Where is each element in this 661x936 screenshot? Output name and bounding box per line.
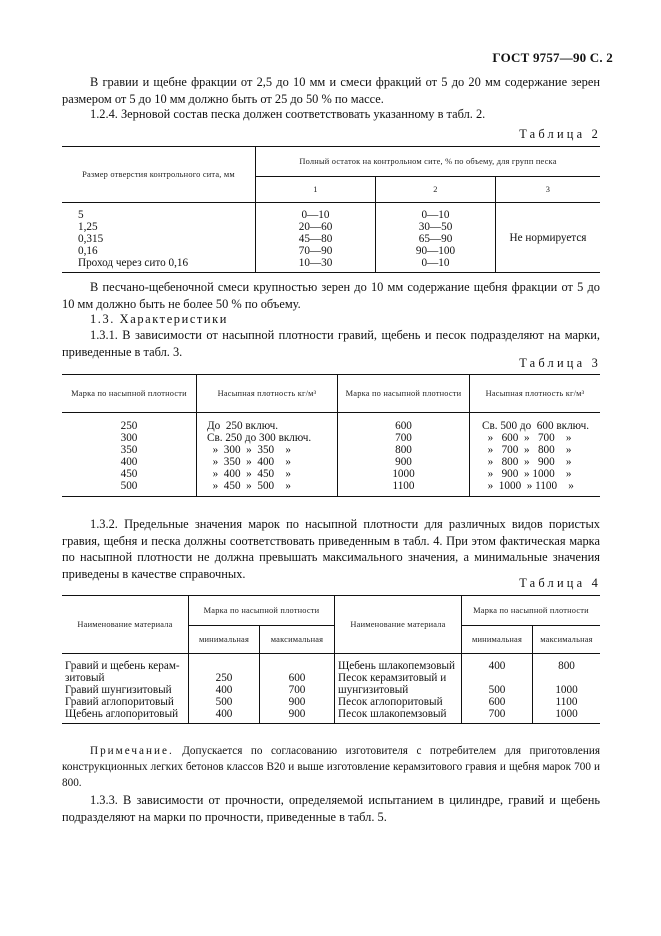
table-3-header-mark-1: Марка по насыпной плотности	[62, 375, 197, 413]
table-4-header-max-2: максимальная	[533, 626, 601, 654]
table-2-header-size: Размер отверстия контрольного сита, мм	[62, 147, 256, 203]
paragraph-1-3-2: 1.3.2. Предельные значения марок по насыпной плотности для различных видов пористых гравия, щебня и песка должны соответствовать приведенным в табл. 4. При этом фактическая марка по насыпной плотности не должна превышать максимального значения, а минимальные значения приведены в качестве справочных.	[62, 517, 600, 581]
table-4-max-2: 800 1000 1100 1000	[533, 654, 601, 724]
table-4-caption: Таблица 4	[519, 576, 601, 590]
table-4-materials-1: Гравий и щебень керам- зитовый Гравий шунгизитовый Гравий аглопоритовый Щебень аглопоритовый	[62, 654, 189, 724]
table-2-group-1-values: 0—10 20—60 45—80 70—90 10—30	[256, 203, 376, 273]
table-2-header-group: Полный остаток на контрольном сите, % по объему, для групп песка	[256, 147, 601, 177]
table-2-caption: Таблица 2	[519, 127, 601, 141]
table-3	[62, 374, 600, 497]
table-4-header-min-1: минимальная	[189, 626, 260, 654]
paragraph-sand-gravel-mix: В песчано-щебеночной смеси крупностью зерен до 10 мм содержание щебня фракции от 5 до 10 мм должно быть не более 50 % по объему.	[62, 280, 600, 311]
table-4-min-2: 400 500 600 700	[462, 654, 533, 724]
table-4-note	[62, 743, 600, 791]
table-4-header-mark-1: Марка по насыпной плотности	[189, 596, 335, 626]
table-4-header-max-1: максимальная	[260, 626, 335, 654]
note-text: Допускается по согласованию изготовителя с потребителем для приготовления конструкционных легких бетонов классов В20 и выше изготовление керамзитового гравия и щебня марок 700 и 800.	[62, 745, 600, 789]
table-3-marks-2: 600 700 800 900 1000 1100	[338, 413, 470, 497]
paragraph-gravel-fractions: В гравии и щебне фракции от 2,5 до 10 мм и смеси фракций от 5 до 20 мм содержание зерен размером от 5 до 10 мм должно быть от 25 до 50 % по массе.	[62, 75, 600, 106]
table-4-header-min-2: минимальная	[462, 626, 533, 654]
table-2-group-2: 2	[376, 177, 496, 203]
table-2-group-2-values: 0—10 30—50 65—90 90—100 0—10	[376, 203, 496, 273]
section-1-3-title: 1.3. Характеристики	[90, 312, 229, 326]
page-header: ГОСТ 9757—90 С. 2	[492, 50, 613, 65]
table-2	[62, 146, 600, 273]
table-2-group-1: 1	[256, 177, 376, 203]
paragraph-1-3-1: 1.3.1. В зависимости от насыпной плотности гравий, щебень и песок подразделяют на марки, приведенные в табл. 3.	[62, 328, 600, 359]
table-3-density-2: Св. 500 до 600 включ. » 600 » 700 » » 700 » 800 » » 800 » 900 » » 900 » 1000 » » 1000 » 1100 »	[470, 413, 601, 497]
table-3-header-mark-2: Марка по насыпной плотности	[338, 375, 470, 413]
table-4-header-material-1: Наименование материала	[62, 596, 189, 654]
paragraph-1-3-3: 1.3.3. В зависимости от прочности, определяемой испытанием в цилиндре, гравий и щебень подразделяют на марки по прочности, приведенные в табл. 5.	[62, 793, 600, 824]
table-4-header-material-2: Наименование материала	[335, 596, 462, 654]
table-3-header-density-1: Насыпная плотность кг/м³	[197, 375, 338, 413]
table-4-header-mark-2: Марка по насыпной плотности	[462, 596, 601, 626]
table-4	[62, 595, 600, 724]
table-4-materials-2: Щебень шлакопемзовый Песок керамзитовый и шунгизитовый Песок аглопоритовый Песок шлакопемзовый	[335, 654, 462, 724]
table-2-sizes: 5 1,25 0,315 0,16 Проход через сито 0,16	[62, 203, 256, 273]
table-2-group-3-values: Не нормируется	[496, 203, 601, 273]
paragraph-1-2-4: 1.2.4. Зерновой состав песка должен соответствовать указанному в табл. 2.	[90, 107, 486, 121]
table-3-marks-1: 250 300 350 400 450 500	[62, 413, 197, 497]
table-4-min-1: 250 400 500 400	[189, 654, 260, 724]
table-4-max-1: 600 700 900 900	[260, 654, 335, 724]
table-3-density-1: До 250 включ. Св. 250 до 300 включ. » 300 » 350 » » 350 » 400 » » 400 » 450 » » 450 » 500 »	[197, 413, 338, 497]
table-2-group-3: 3	[496, 177, 601, 203]
table-3-caption: Таблица 3	[519, 356, 601, 370]
note-label: Примечание.	[90, 745, 174, 757]
table-3-header-density-2: Насыпная плотность кг/м³	[470, 375, 601, 413]
